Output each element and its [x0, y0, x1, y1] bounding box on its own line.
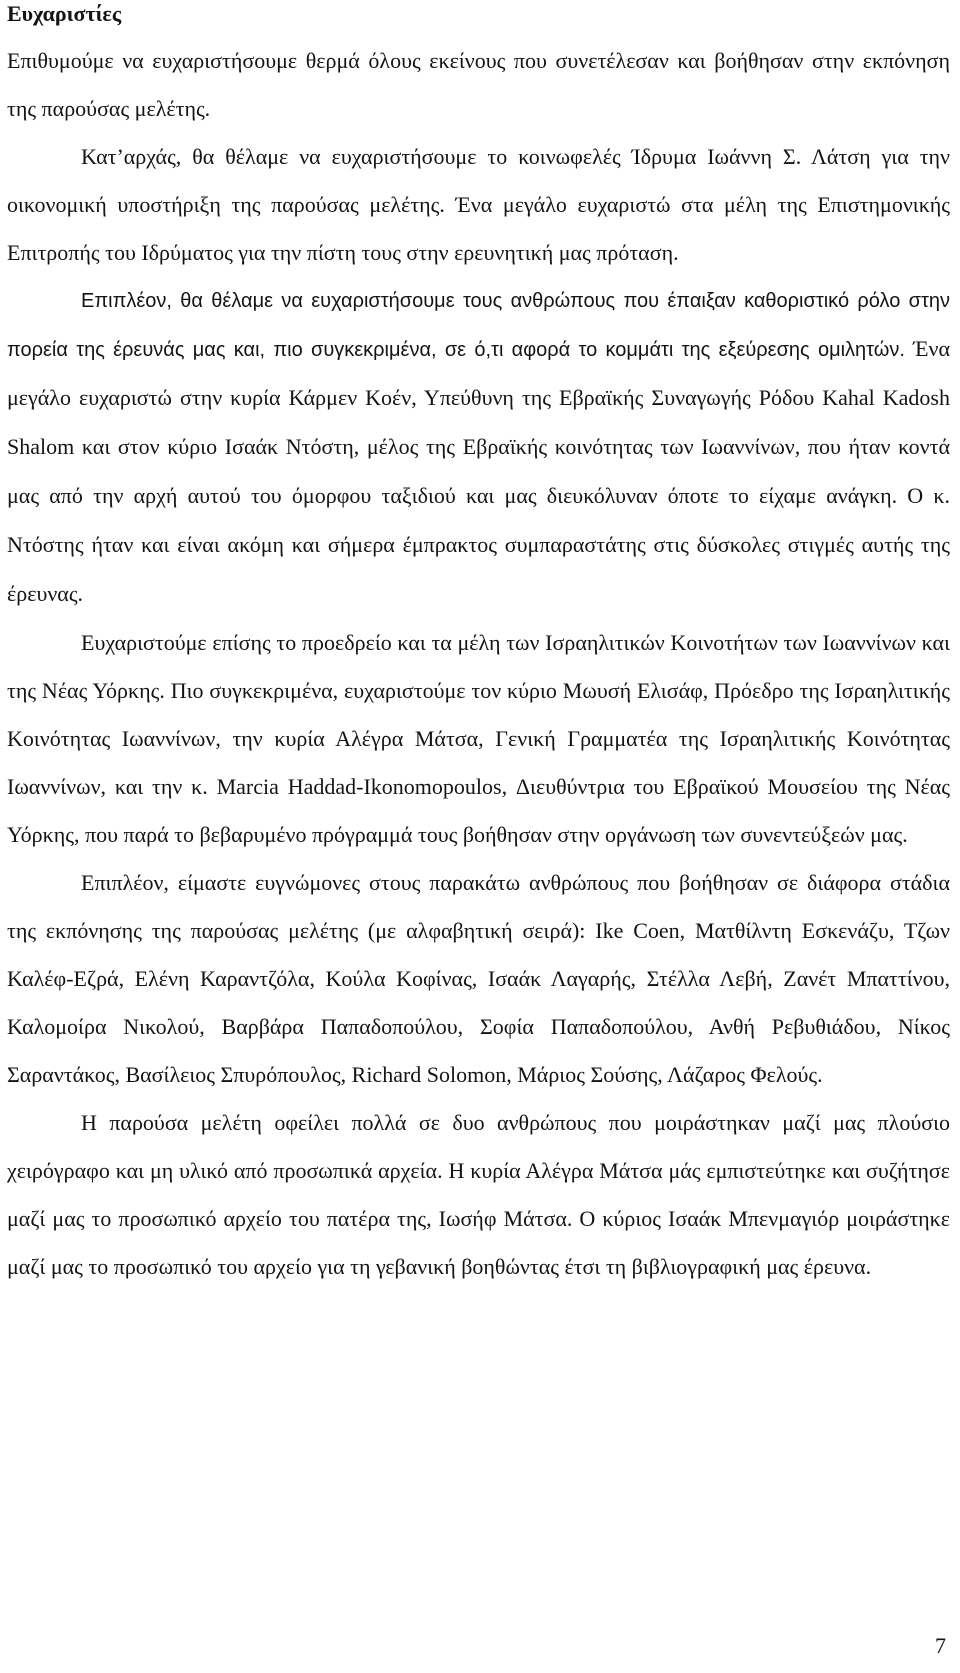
paragraph-speakers-intro: Επιπλέον, θα θέλαμε να ευχαριστήσουμε τους ανθρώπους που έπαιξαν καθοριστικό ρόλο στην πορεία της έρευνάς μας και, πιο συγκεκριμένα, σε ό,τι αφορά το κομμάτι της εξεύρεσης ομιλητών.	[7, 290, 950, 361]
page-title: Ευχαριστίες	[7, 1, 122, 26]
paragraph-contributors: Επιπλέον, είμαστε ευγνώμονες στους παρακάτω ανθρώπους που βοήθησαν σε διάφορα στάδια της εκπόνησης της παρούσας μελέτης (με αλφαβητική σειρά): Ike Coen, Ματθίλντη Εσκενάζυ, Τζων Καλέφ-Εζρά, Ελένη Καραντζόλα, Κούλα Κοφίνας, Ισαάκ Λαγαρής, Στέλλα Λεβή, Ζανέτ Μπαττίνου, Καλομοίρα Νικολού, Βαρβάρα Παπαδοπούλου, Σοφία Παπαδοπούλου, Ανθή Ρεβυθιάδου, Νίκος Σαραντάκος, Βασίλειος Σπυρόπουλος, Richard Solomon, Μάριος Σούσης, Λάζαρος Φελούς.	[7, 870, 950, 1087]
paragraph-speakers	[7, 277, 950, 619]
paragraph-archives: Η παρούσα μελέτη οφείλει πολλά σε δυο ανθρώπους που μοιράστηκαν μαζί μας πλούσιο χειρόγραφο και μη υλικό από προσωπικά αρχεία. Η κυρία Αλέγρα Μάτσα μάς εμπιστεύτηκε και συζήτησε μαζί μας το προσωπικό αρχείο του πατέρα της, Ιωσήφ Μάτσα. Ο κύριος Ισαάκ Μπενμαγιόρ μοιράστηκε μαζί μας το προσωπικό του αρχείο για τη γεβανική βοηθώντας έτσι τη βιβλιογραφική μας έρευνα.	[7, 1110, 950, 1279]
paragraph-latsis-foundation: Κατ’αρχάς, θα θέλαμε να ευχαριστήσουμε το κοινωφελές Ίδρυμα Ιωάννη Σ. Λάτση για την οικονομική υποστήριξη της παρούσας μελέτης. Ένα μεγάλο ευχαριστώ στα μέλη της Επιστημονικής Επιτροπής του Ιδρύματος για την πίστη τους στην ερευνητική μας πρόταση.	[7, 144, 950, 265]
paragraph-speakers-thanks: Ένα μεγάλο ευχαριστώ στην κυρία Κάρμεν Κοέν, Υπεύθυνη της Εβραϊκής Συναγωγής Ρόδου Kahal Kadosh Shalom και στον κύριο Ισαάκ Ντόστη, μέλος της Εβραϊκής κοινότητας των Ιωαννίνων, που ήταν κοντά μας από την αρχή αυτού του όμορφου ταξιδιού και μας διευκόλυναν όποτε το είχαμε ανάγκη. Ο κ. Ντόστης ήταν και είναι ακόμη και σήμερα έμπρακτος συμπαραστάτης στις δύσκολες στιγμές αυτής της έρευνας.	[7, 336, 950, 606]
document-page	[7, 0, 950, 1291]
paragraph-intro: Επιθυμούμε να ευχαριστήσουμε θερμά όλους εκείνους που συνετέλεσαν και βοήθησαν στην εκπόνηση της παρούσας μελέτης.	[7, 48, 950, 121]
page-number: 7	[935, 1633, 946, 1658]
paragraph-communities: Ευχαριστούμε επίσης το προεδρείο και τα μέλη των Ισραηλιτικών Κοινοτήτων των Ιωαννίνων και της Νέας Υόρκης. Πιο συγκεκριμένα, ευχαριστούμε τον κύριο Μωυσή Ελισάφ, Πρόεδρο της Ισραηλιτικής Κοινότητας Ιωαννίνων, την κυρία Αλέγρα Μάτσα, Γενική Γραμματέα της Ισραηλιτικής Κοινότητας Ιωαννίνων, και την κ. Marcia Haddad-Ikonomopoulos, Διευθύντρια του Εβραϊκού Μουσείου της Νέας Υόρκης, που παρά το βεβαρυμένο πρόγραμμά τους βοήθησαν στην οργάνωση των συνεντεύξεών μας.	[7, 630, 950, 847]
